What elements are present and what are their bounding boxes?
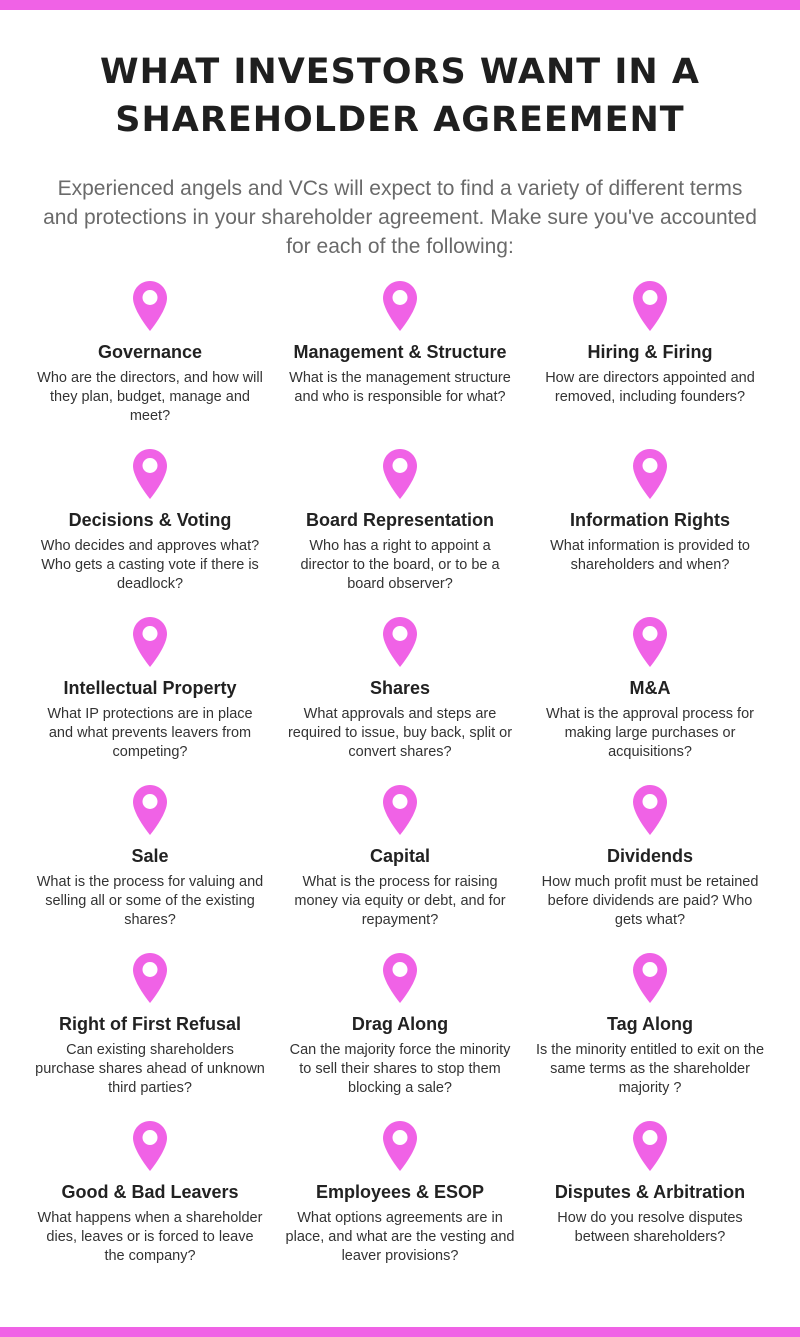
map-pin-icon [632,616,668,668]
term-description: Who decides and approves what? Who gets a casting vote if there is deadlock? [40,538,260,592]
term-governance [25,280,275,448]
map-pin-icon [382,280,418,332]
term-board-representation [275,448,525,616]
terms-grid [25,280,775,1288]
term-title: Right of First Refusal [58,1014,241,1034]
term-drag-along [275,952,525,1120]
term-description: What happens when a shareholder dies, leaves or is forced to leave the company? [37,1210,263,1264]
title-line-1: WHAT INVESTORS WANT IN A [100,52,700,92]
map-pin-icon [132,784,168,836]
map-pin-icon [132,448,168,500]
title-line-2: SHAREHOLDER AGREEMENT [115,100,685,140]
term-description: How much profit must be retained before dividends are paid? Who gets what? [541,874,759,928]
term-dividends [525,784,775,952]
term-management-structure [275,280,525,448]
term-description: Is the minority entitled to exit on the same terms as the shareholder majority ? [535,1042,765,1096]
term-tag-along [525,952,775,1120]
map-pin-icon [632,448,668,500]
term-title: Drag Along [351,1014,449,1034]
term-title: Sale [131,846,169,866]
map-pin-icon [382,448,418,500]
term-description: How do you resolve disputes between shareholders? [557,1210,743,1245]
term-title: Decisions & Voting [68,510,232,530]
term-title: Tag Along [607,1014,693,1034]
term-description: What is the process for raising money via equity or debt, and for repayment? [294,874,506,928]
term-description: Who has a right to appoint a director to the board, or to be a board observer? [300,538,500,592]
term-description: Who are the directors, and how will they plan, budget, manage and meet? [37,370,263,424]
term-decisions-voting [25,448,275,616]
term-description: What information is provided to shareholders and when? [550,538,750,573]
term-description: How are directors appointed and removed, including founders? [545,370,755,405]
term-right-of-first-refusal [25,952,275,1120]
map-pin-icon [632,784,668,836]
term-intellectual-property [25,616,275,784]
map-pin-icon [382,616,418,668]
map-pin-icon [382,1120,418,1172]
term-description: Can the majority force the minority to sell their shares to stop them blocking a sale? [289,1042,511,1096]
term-title: Information Rights [570,510,730,530]
map-pin-icon [382,952,418,1004]
term-title: Intellectual Property [63,678,237,698]
term-title: M&A [629,678,671,698]
map-pin-icon [632,280,668,332]
term-title: Capital [369,846,430,866]
term-shares [275,616,525,784]
term-employees-esop [275,1120,525,1288]
term-sale [25,784,275,952]
term-description: What options agreements are in place, and what are the vesting and leaver provisions? [285,1210,515,1264]
term-description: What approvals and steps are required to issue, buy back, split or convert shares? [287,706,513,760]
term-description: What IP protections are in place and what prevents leavers from competing? [47,706,253,760]
map-pin-icon [132,280,168,332]
term-title: Dividends [606,846,694,866]
term-title: Good & Bad Leavers [61,1182,239,1202]
term-description: What is the process for valuing and selling all or some of the existing shares? [36,874,264,928]
map-pin-icon [632,1120,668,1172]
term-description: Can existing shareholders purchase shares ahead of unknown third parties? [35,1042,265,1096]
term-title: Hiring & Firing [587,342,713,362]
term-disputes-arbitration [525,1120,775,1288]
map-pin-icon [632,952,668,1004]
term-title: Board Representation [305,510,495,530]
map-pin-icon [132,952,168,1004]
term-hiring-firing [525,280,775,448]
map-pin-icon [382,784,418,836]
term-good-bad-leavers [25,1120,275,1288]
term-description: What is the management structure and who is responsible for what? [289,370,511,405]
map-pin-icon [132,616,168,668]
term-title: Employees & ESOP [315,1182,485,1202]
page-subtitle: Experienced angels and VCs will expect to find a variety of different terms and protections in your shareholder agreement. Make sure you've accounted for each of the following: [43,177,757,258]
bottom-accent-bar [0,1327,800,1337]
term-title: Management & Structure [293,342,507,362]
page-title [0,48,800,144]
term-title: Shares [369,678,431,698]
term-description: What is the approval process for making large purchases or acquisitions? [546,706,754,760]
term-capital [275,784,525,952]
top-accent-bar [0,0,800,10]
term-m-and-a [525,616,775,784]
term-title: Disputes & Arbitration [554,1182,746,1202]
term-information-rights [525,448,775,616]
map-pin-icon [132,1120,168,1172]
term-title: Governance [97,342,203,362]
